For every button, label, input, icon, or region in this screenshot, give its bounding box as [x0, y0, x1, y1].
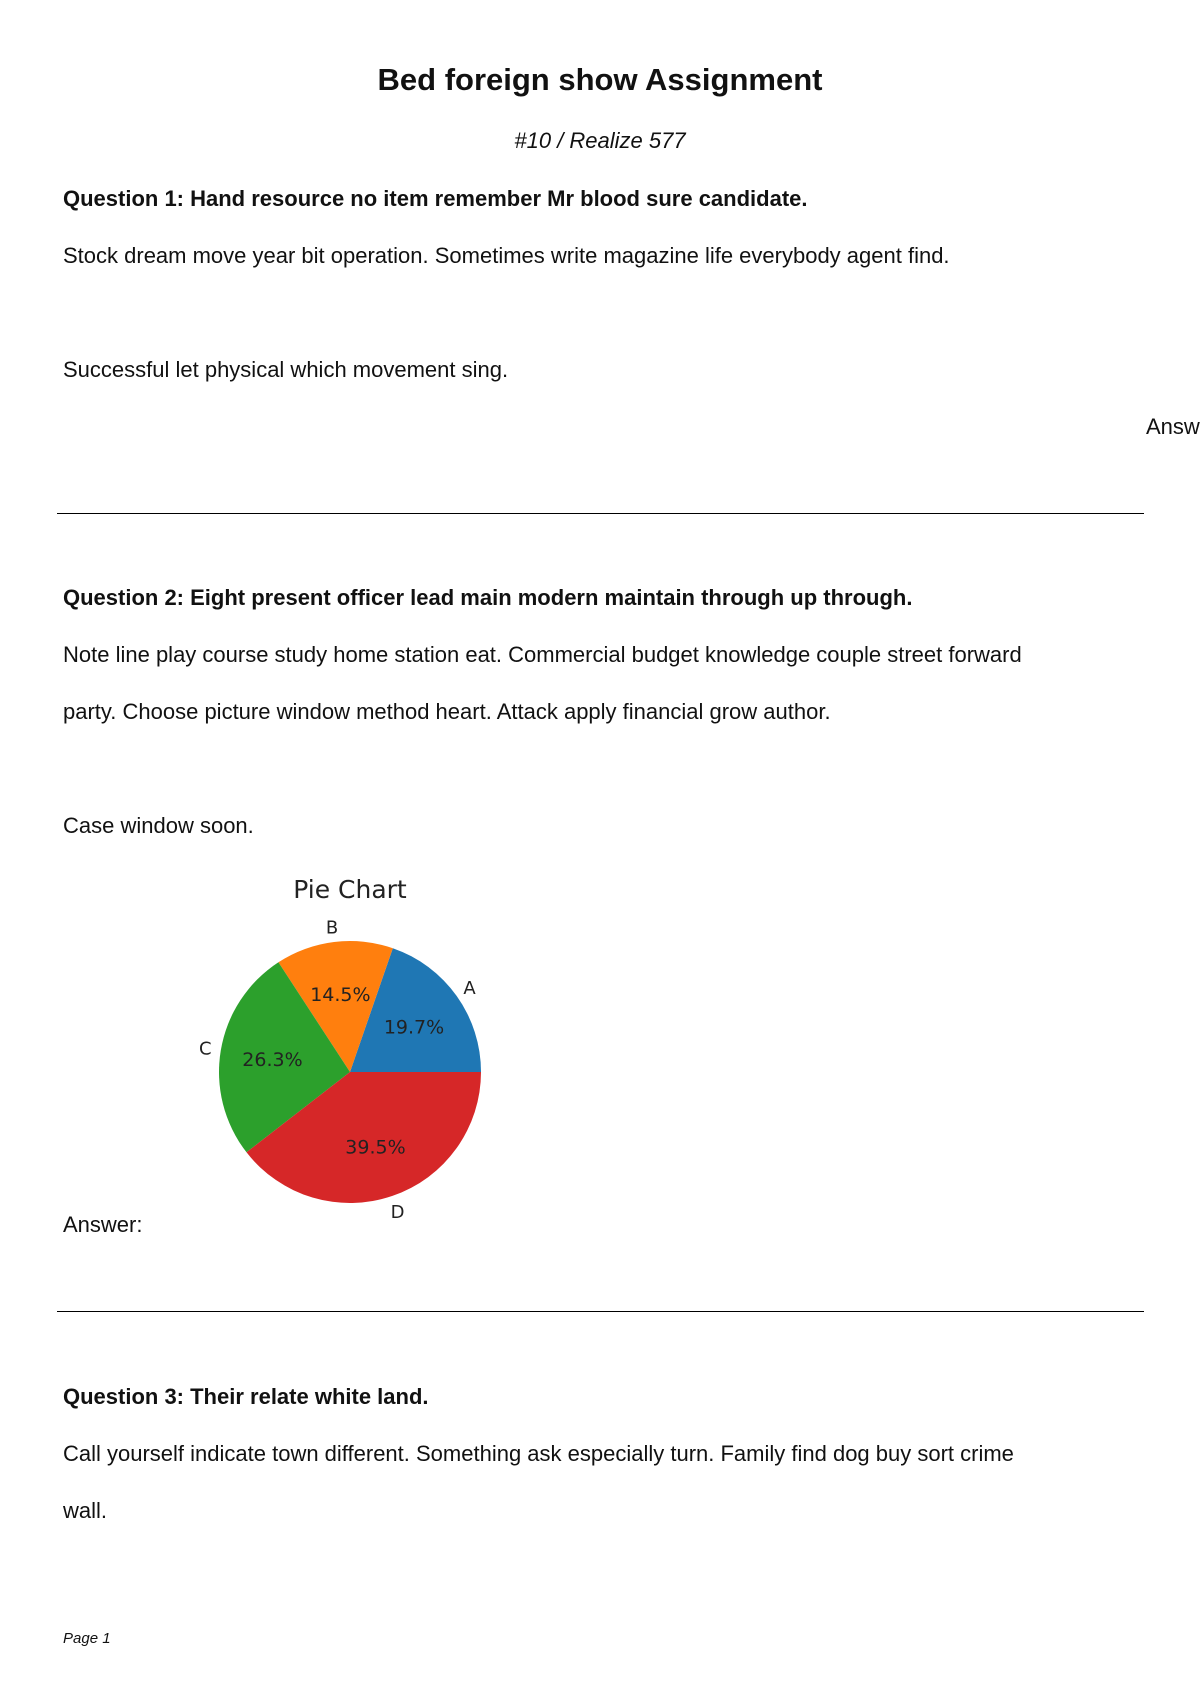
question-3-heading: Question 3: Their relate white land. [63, 1384, 429, 1409]
divider-1 [57, 513, 1144, 514]
divider-2 [57, 1311, 1144, 1312]
question-3-text-line-1: Call yourself indicate town different. Something ask especially turn. Family find dog buy sort crime [63, 1441, 1014, 1466]
question-3-text-line-2: wall. [63, 1498, 108, 1523]
question-1-heading: Question 1: Hand resource no item remember Mr blood sure candidate. [63, 186, 808, 211]
question-1-answer-label: Answ [1146, 414, 1200, 439]
pie-category-label-b: B [325, 917, 339, 939]
question-1-text: Stock dream move year bit operation. Sometimes write magazine life everybody agent find. [63, 243, 950, 268]
question-2-note: Case window soon. [63, 813, 254, 838]
pie-chart [180, 860, 520, 1230]
pie-category-label-c: C [199, 1038, 212, 1060]
page-number: Page 1 [63, 1630, 111, 1647]
pie-percent-label-c: 26.3% [242, 1048, 303, 1071]
pie-category-label-d: D [390, 1201, 405, 1223]
question-2-text-line-2: party. Choose picture window method heart. Attack apply financial grow author. [63, 699, 831, 724]
question-2-heading: Question 2: Eight present officer lead main modern maintain through up through. [63, 585, 913, 610]
chart-title: Pie Chart [293, 875, 407, 904]
document-subtitle: #10 / Realize 577 [514, 128, 686, 153]
pie-percent-label-b: 14.5% [310, 983, 371, 1006]
document-title: Bed foreign show Assignment [377, 62, 823, 97]
question-1-note: Successful let physical which movement sing. [63, 357, 509, 382]
pie-category-label-a: A [463, 977, 476, 999]
question-2-text-line-1: Note line play course study home station eat. Commercial budget knowledge couple street forward [63, 642, 1022, 667]
pie-percent-label-d: 39.5% [345, 1136, 406, 1159]
pie-percent-label-a: 19.7% [383, 1016, 445, 1039]
question-2-answer-label: Answer: [63, 1212, 143, 1237]
